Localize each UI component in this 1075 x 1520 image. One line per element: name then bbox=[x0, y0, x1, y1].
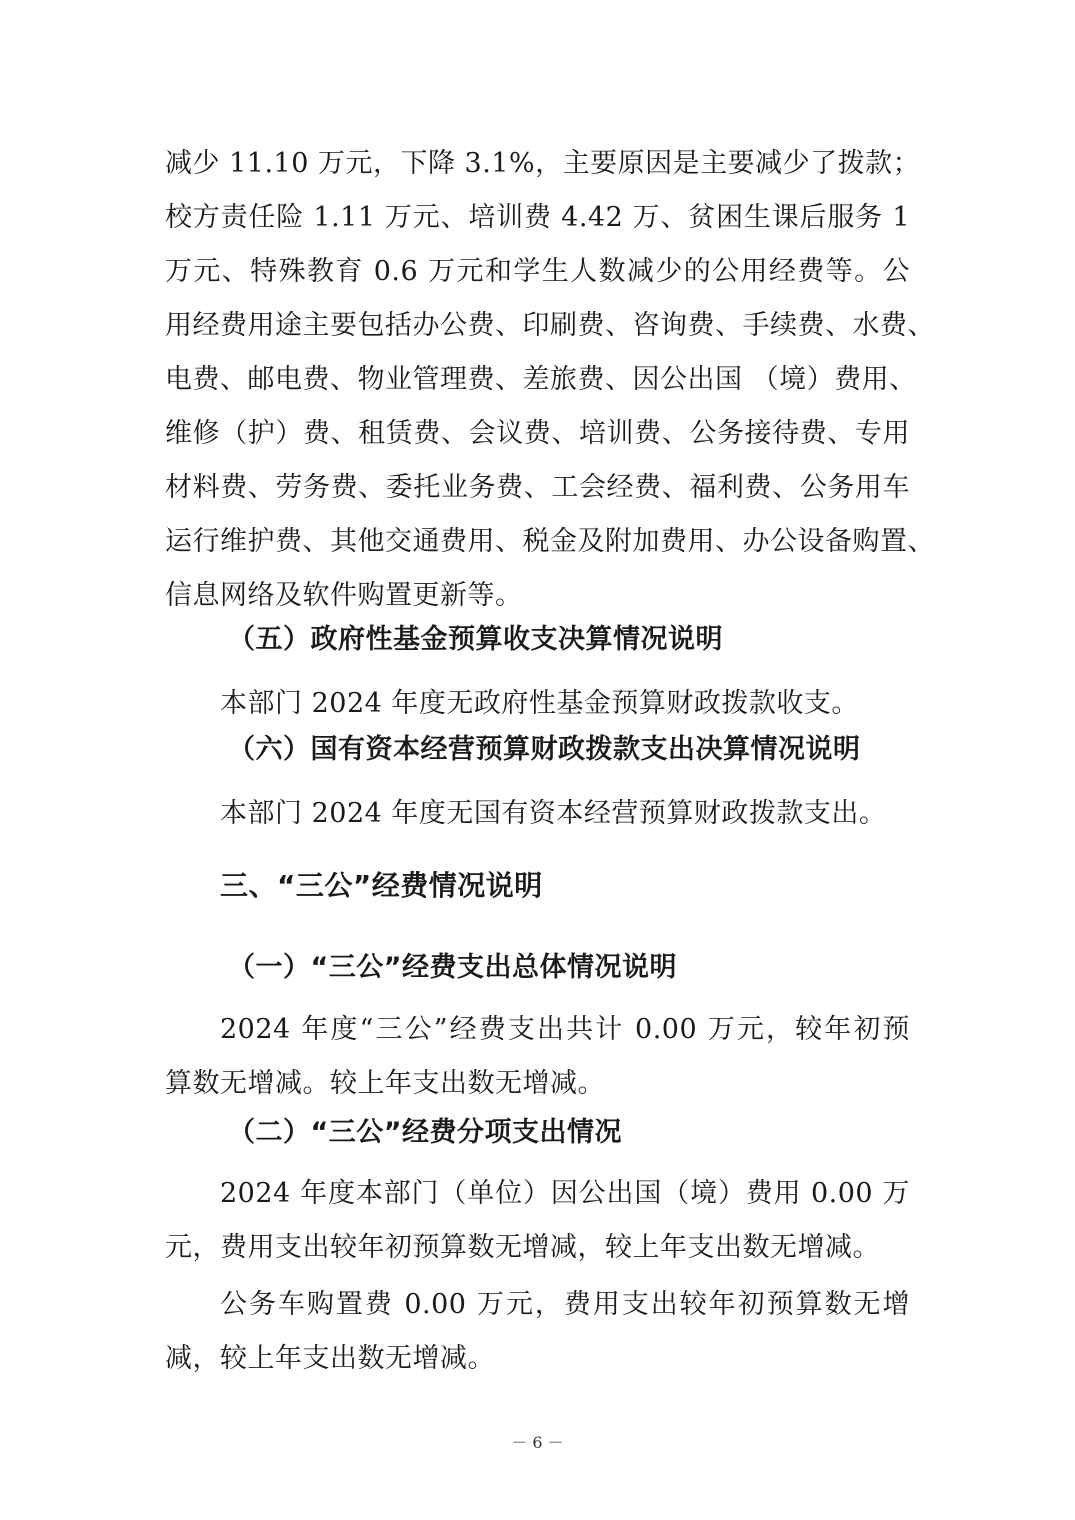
intro-line-3: 万元、特殊教育 0.6 万元和学生人数减少的公用经费等。公 bbox=[165, 256, 910, 287]
sub-two-heading: （二）“三公”经费分项支出情况 bbox=[228, 1117, 622, 1148]
part-three-title: 三、“三公”经费情况说明 bbox=[220, 869, 543, 902]
intro-line-5: 电费、邮电费、物业管理费、差旅费、因公出国 （境）费用、 bbox=[165, 364, 917, 395]
sub-two-para1-line-1: 2024 年度本部门（单位）因公出国（境）费用 0.00 万 bbox=[220, 1178, 910, 1209]
sub-one-line-2: 算数无增减。较上年支出数无增减。 bbox=[165, 1068, 605, 1099]
section-six-heading: （六）国有资本经营预算财政拨款支出决算情况说明 bbox=[228, 734, 861, 765]
sub-two-para2-line-1: 公务车购置费 0.00 万元，费用支出较年初预算数无增 bbox=[220, 1289, 910, 1320]
intro-line-6: 维修（护）费、租赁费、会议费、培训费、公务接待费、专用 bbox=[165, 418, 910, 449]
sub-one-heading: （一）“三公”经费支出总体情况说明 bbox=[228, 952, 677, 983]
intro-line-4: 用经费用途主要包括办公费、印刷费、咨询费、手续费、水费、 bbox=[165, 310, 935, 341]
intro-line-9: 信息网络及软件购置更新等。 bbox=[165, 580, 523, 611]
sub-two-para2-line-2: 减，较上年支出数无增减。 bbox=[165, 1343, 495, 1374]
intro-line-1: 减少 11.10 万元，下降 3.1%，主要原因是主要减少了拨款； bbox=[165, 148, 921, 179]
section-six-body: 本部门 2024 年度无国有资本经营预算财政拨款支出。 bbox=[220, 798, 887, 829]
page-number: － 6 － bbox=[511, 1433, 564, 1452]
intro-line-7: 材料费、劳务费、委托业务费、工会经费、福利费、公务用车 bbox=[165, 472, 910, 503]
intro-line-2: 校方责任险 1.11 万元、培训费 4.42 万、贫困生课后服务 1 bbox=[165, 202, 910, 233]
sub-one-line-1: 2024 年度“三公”经费支出共计 0.00 万元，较年初预 bbox=[220, 1014, 910, 1045]
section-five-body: 本部门 2024 年度无政府性基金预算财政拨款收支。 bbox=[220, 688, 859, 719]
section-five-heading: （五）政府性基金预算收支决算情况说明 bbox=[228, 624, 723, 655]
intro-line-8: 运行维护费、其他交通费用、税金及附加费用、办公设备购置、 bbox=[165, 526, 935, 557]
sub-two-para1-line-2: 元，费用支出较年初预算数无增减，较上年支出数无增减。 bbox=[165, 1232, 880, 1263]
